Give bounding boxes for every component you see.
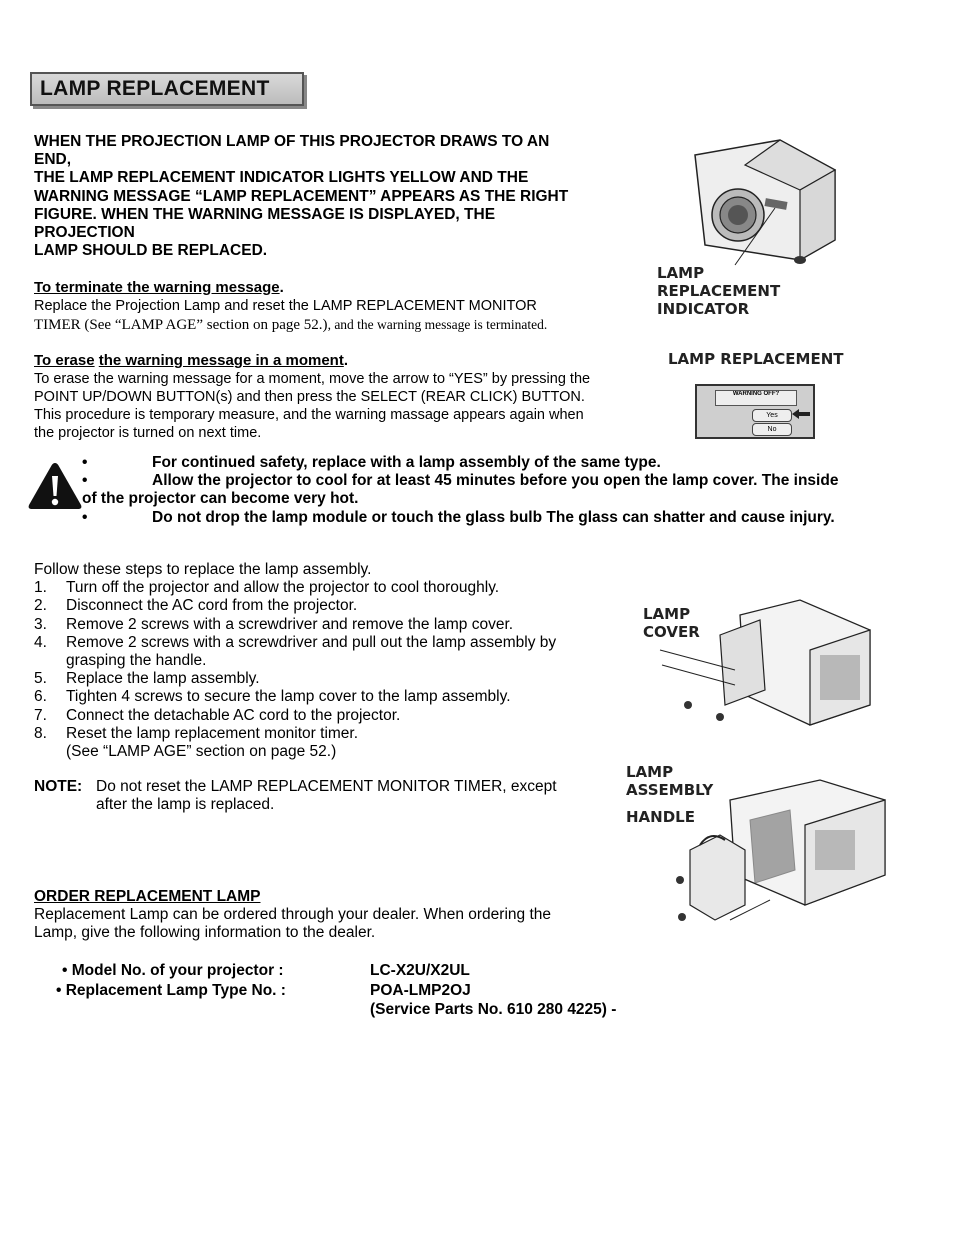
- terminate-heading-end: .: [279, 279, 284, 296]
- bullet: •: [82, 508, 88, 526]
- intro-line: WARNING MESSAGE “LAMP REPLACEMENT” APPEARS AS THE RIGHT: [34, 187, 569, 205]
- erase-line: To erase the warning message for a moment, move the arrow to “YES” by pressing the: [34, 371, 591, 387]
- intro-line: PROJECTION: [34, 224, 135, 242]
- terminate-line: Replace the Projection Lamp and reset the LAMP REPLACEMENT MONITOR: [34, 298, 537, 314]
- step-number: 6.: [34, 688, 47, 706]
- step-number: 1.: [34, 579, 47, 597]
- spec-value: POA-LMP2OJ: [370, 981, 471, 999]
- step-item: [34, 725, 634, 743]
- step-item: [34, 616, 634, 634]
- figure-label: LAMP: [643, 605, 691, 623]
- step-number: 3.: [34, 615, 47, 633]
- warning-item-continuation: of the projector can become very hot.: [82, 490, 359, 508]
- erase-heading-part2: the warning message in a moment: [98, 352, 344, 369]
- dialog-message: WARNING OFF?: [715, 390, 797, 406]
- step-item: [34, 688, 634, 706]
- step-text: Replace the lamp assembly.: [66, 670, 260, 688]
- step-number: 5.: [34, 670, 47, 688]
- dialog-yes-button[interactable]: Yes: [752, 409, 792, 422]
- step-item: [34, 579, 634, 597]
- note-label: NOTE:: [34, 778, 83, 795]
- bullet: •: [82, 454, 88, 471]
- spec-row-model: [56, 961, 756, 981]
- erase-heading-part1: To erase: [34, 352, 95, 369]
- spec-value: (Service Parts No. 610 280 4225) -: [370, 1001, 617, 1018]
- order-line: Lamp, give the following information to the dealer.: [34, 924, 376, 942]
- step-number: 8.: [34, 724, 47, 742]
- warning-item: [82, 509, 932, 527]
- figure-label: REPLACEMENT: [657, 282, 781, 300]
- warning-text: Allow the projector to cool for at least 45 minutes before you open the lamp cover. The inside: [152, 472, 839, 490]
- terminate-line-end: , and the warning message is terminated.: [327, 317, 548, 332]
- erase-line: This procedure is temporary measure, and the warning massage appears again when: [34, 407, 584, 423]
- note-line: Do not reset the LAMP REPLACEMENT MONITOR TIMER, except: [96, 778, 557, 795]
- figure-label: HANDLE: [626, 808, 695, 826]
- step-text: Remove 2 screws with a screwdriver and pull out the lamp assembly by grasping the handle.: [66, 633, 557, 670]
- step-number: 4.: [34, 633, 47, 651]
- order-line: Replacement Lamp can be ordered through your dealer. When ordering the: [34, 906, 551, 924]
- step-item: [34, 670, 634, 688]
- step-text: Remove 2 screws with a screwdriver and remove the lamp cover.: [66, 615, 514, 633]
- bullet: •: [82, 472, 88, 490]
- intro-line: WHEN THE PROJECTION LAMP OF THIS PROJECTOR DRAWS TO AN: [34, 133, 550, 150]
- terminate-heading: To terminate the warning message: [34, 279, 280, 296]
- figure-label: INDICATOR: [657, 300, 750, 318]
- figure-label: COVER: [643, 623, 700, 641]
- step-number: 7.: [34, 706, 47, 724]
- arrow-left-icon: [791, 408, 811, 420]
- figure-label: LAMP: [626, 763, 674, 781]
- intro-line: LAMP SHOULD BE REPLACED.: [34, 242, 268, 260]
- step-number: 2.: [34, 597, 47, 615]
- note-section: [34, 778, 634, 814]
- step-text: Disconnect the AC cord from the projector.: [66, 597, 358, 615]
- intro-line: THE LAMP REPLACEMENT INDICATOR LIGHTS YELLOW AND THE: [34, 169, 529, 187]
- spec-label: • Replacement Lamp Type No. :: [56, 981, 286, 999]
- figure-lamp-assembly: [620, 755, 890, 930]
- erase-line: POINT UP/DOWN BUTTON(s) and then press the SELECT (REAR CLICK) BUTTON.: [34, 389, 585, 405]
- intro-line: END,: [34, 151, 72, 169]
- spec-row-service: [56, 1000, 756, 1020]
- step-item: [34, 634, 616, 670]
- figure-lamp-cover: [640, 595, 885, 735]
- page-title: LAMP REPLACEMENT: [30, 72, 304, 106]
- warning-item: [82, 454, 932, 472]
- lamp-assembly-illustration: [620, 755, 890, 930]
- dialog-no-button[interactable]: No: [752, 423, 792, 436]
- figure-label: ASSEMBLY: [626, 781, 714, 799]
- warning-text: For continued safety, replace with a lamp assembly of the same type.: [152, 454, 661, 471]
- step-text: Connect the detachable AC cord to the projector.: [66, 706, 401, 724]
- spec-list: [56, 961, 756, 1020]
- erase-section: [34, 352, 644, 442]
- step-item: [34, 597, 634, 615]
- spec-value: LC-X2U/X2UL: [370, 962, 470, 979]
- warning-text: Do not drop the lamp module or touch the glass bulb The glass can shatter and cause injury.: [152, 508, 835, 526]
- figure-warning-dialog: [668, 350, 858, 445]
- warning-triangle-icon: [26, 460, 84, 512]
- figure-projector-indicator: [650, 130, 880, 330]
- lamp-cover-illustration: [640, 595, 885, 735]
- terminate-section: [34, 279, 644, 335]
- order-heading: ORDER REPLACEMENT LAMP: [34, 888, 261, 905]
- terminate-line-serif: TIMER (See “LAMP AGE” section on page 52.): [34, 317, 328, 333]
- step-item: [34, 707, 634, 725]
- figure-label: LAMP: [657, 264, 705, 282]
- step-text: Reset the lamp replacement monitor timer.: [66, 724, 359, 742]
- erase-line: the projector is turned on next time.: [34, 425, 262, 441]
- note-line: after the lamp is replaced.: [96, 796, 275, 814]
- step-text: Turn off the projector and allow the projector to cool thoroughly.: [66, 579, 500, 597]
- spec-row-lamp: [56, 981, 756, 1001]
- projector-illustration: [650, 130, 880, 270]
- intro-line: FIGURE. WHEN THE WARNING MESSAGE IS DISPLAYED, THE: [34, 205, 496, 223]
- intro-paragraph: [34, 133, 644, 260]
- dialog-title: LAMP REPLACEMENT: [668, 350, 844, 368]
- steps-section: [34, 561, 634, 761]
- dialog-box: [695, 384, 815, 439]
- order-section: [34, 888, 634, 943]
- erase-heading-end: .: [343, 352, 348, 369]
- step-subtext: (See “LAMP AGE” section on page 52.): [66, 743, 337, 761]
- spec-label: • Model No. of your projector :: [62, 962, 284, 979]
- step-text: Tighten 4 screws to secure the lamp cover to the lamp assembly.: [66, 688, 511, 706]
- warning-item: [82, 472, 932, 490]
- warning-list: [82, 454, 932, 527]
- steps-intro: Follow these steps to replace the lamp assembly.: [34, 561, 372, 578]
